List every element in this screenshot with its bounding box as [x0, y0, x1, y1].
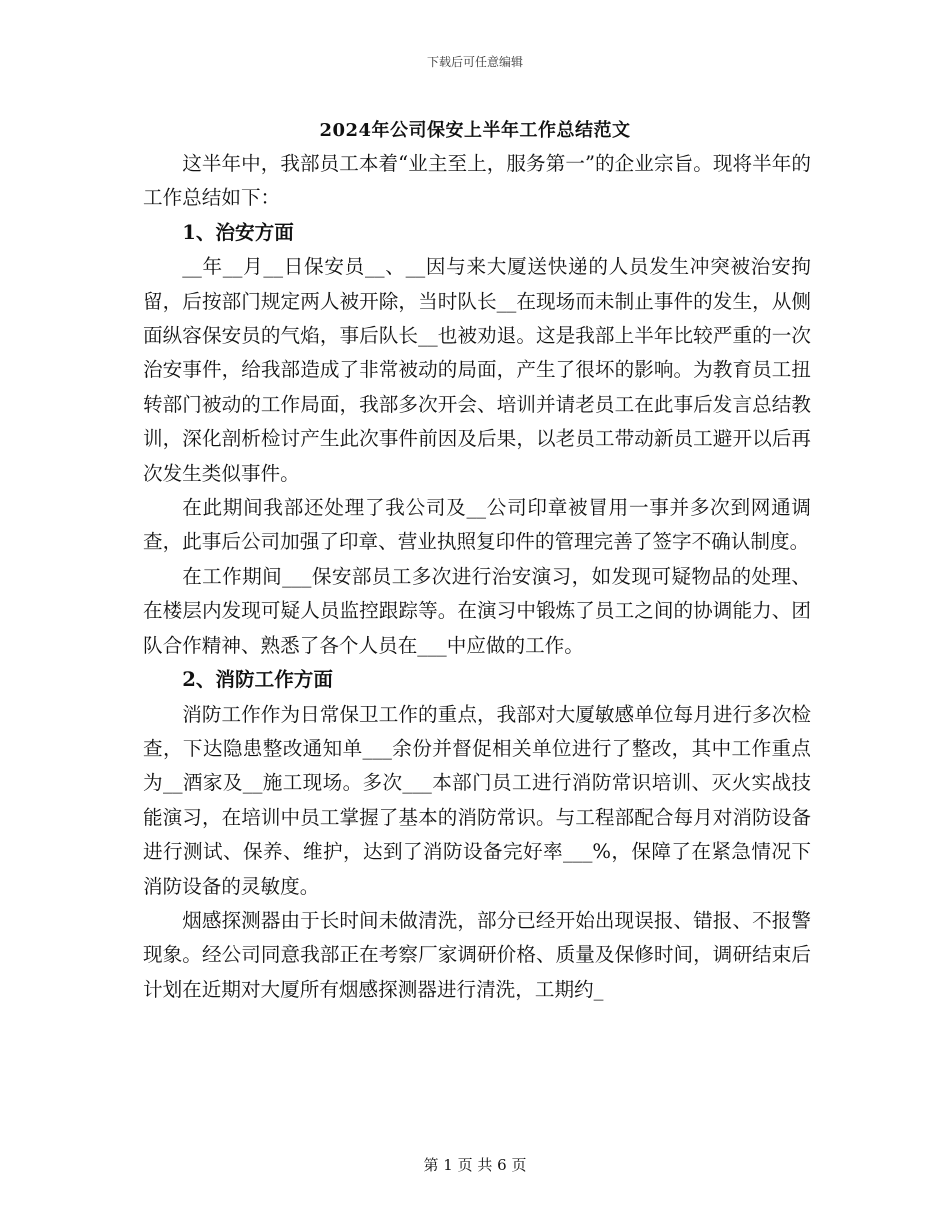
paragraph: 消防工作作为日常保卫工作的重点，我部对大厦敏感单位每月进行多次检查，下达隐患整改通知单___余份并督促相关单位进行了整改，其中工作重点为__酒家及__施工现场。多次___本部门员工进行消防常识培训、灭火实战技能演习，在培训中员工掌握了基本的消防常识。与工程部配合每月对消防设备进行测试、保养、维护，达到了消防设备完好率___%，保障了在紧急情况下消防设备的灵敏度。 — [143, 702, 811, 898]
section-heading-security: 1、治安方面 — [182, 220, 294, 244]
paragraph: 在工作期间___保安部员工多次进行治安演习，如发现可疑物品的处理、在楼层内发现可疑人员监控跟踪等。在演习中锻炼了员工之间的协调能力、团队合作精神、熟悉了各个人员在___中应做的工作。 — [143, 564, 811, 657]
paragraph: 在此期间我部还处理了我公司及__公司印章被冒用一事并多次到网通调查，此事后公司加强了印章、营业执照复印件的管理完善了签字不确认制度。 — [143, 496, 811, 554]
document-title: 2024年公司保安上半年工作总结范文 — [319, 120, 631, 141]
page-number: 第 1 页 共 6 页 — [423, 1156, 527, 1174]
intro-paragraph: 这半年中，我部员工本着“业主至上，服务第一”的企业宗旨。现将半年的工作总结如下： — [143, 152, 811, 210]
paragraph: 烟感探测器由于长时间未做清洗，部分已经开始出现误报、错报、不报警现象。经公司同意我部正在考察厂家调研价格、质量及保修时间，调研结束后计划在近期对大厦所有烟感探测器进行清洗，工期约_ — [143, 908, 811, 1001]
section-heading-fire: 2、消防工作方面 — [182, 668, 333, 692]
paragraph: __年__月__日保安员__、__因与来大厦送快递的人员发生冲突被治安拘留，后按部门规定两人被开除，当时队长__在现场而未制止事件的发生，从侧面纵容保安员的气焰，事后队长__也被劝退。这是我部上半年比较严重的一次治安事件，给我部造成了非常被动的局面，产生了很坏的影响。为教育员工扭转部门被动的工作局面，我部多次开会、培训并请老员工在此事后发言总结教训，深化剖析检讨产生此次事件前因及后果，以老员工带动新员工避开以后再次发生类似事件。 — [143, 255, 811, 485]
header-note: 下载后可任意编辑 — [426, 55, 523, 69]
document-body — [143, 147, 811, 1007]
